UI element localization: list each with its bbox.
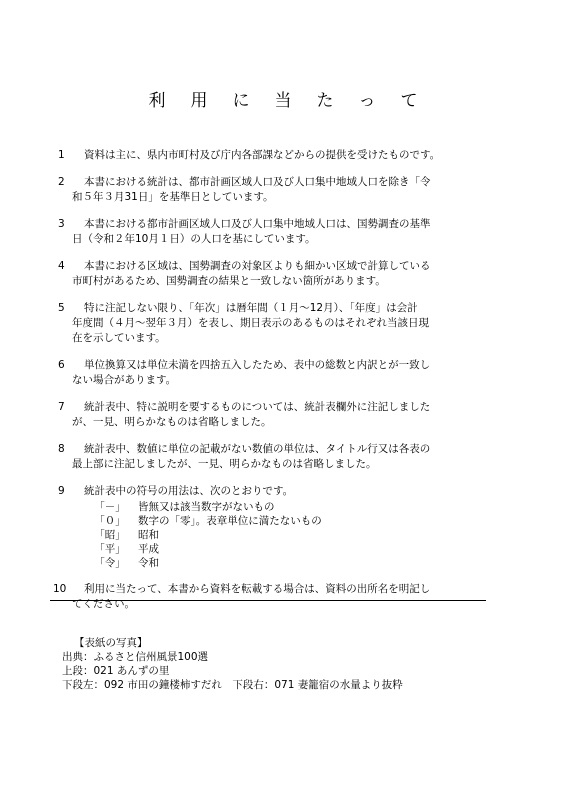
note-item bbox=[0, 484, 566, 570]
note-number: 6 bbox=[58, 359, 65, 371]
note-item bbox=[0, 400, 566, 430]
note-text: 資料は主に、県内市町村及び庁内各部課などからの提供を受けたものです。 bbox=[84, 149, 441, 161]
note-number: 5 bbox=[58, 302, 65, 314]
cover-upper: 上段：021 あんずの里 bbox=[62, 665, 170, 677]
note-number: 8 bbox=[58, 443, 65, 455]
symbol-desc: 昭和 bbox=[138, 529, 159, 541]
cover-source: 出典：ふるさと信州風景100選 bbox=[62, 651, 209, 663]
note-number: 10 bbox=[53, 583, 67, 595]
note-text: 本書における都市計画区域人口及び人口集中地域人口は、国勢調査の基準 日（令和２年10月１日）の人口を基にしています。 bbox=[72, 218, 431, 245]
symbol-row bbox=[90, 542, 566, 556]
separator-rule bbox=[50, 600, 486, 601]
page-title: 利用に当たって bbox=[148, 91, 443, 111]
note-number: 9 bbox=[58, 485, 65, 497]
symbol-row bbox=[90, 514, 566, 528]
cover-lower: 下段左：092 市田の鐘楼柿すだれ 下段右：071 妻籠宿の水量より抜粋 bbox=[62, 679, 403, 691]
note-text: 本書における区域は、国勢調査の対象区よりも細かい区域で計算している 市町村があるため、国勢調査の結果と一致しない箇所があります。 bbox=[72, 260, 431, 287]
cover-heading: 【表紙の写真】 bbox=[74, 637, 148, 649]
note-item bbox=[0, 582, 566, 612]
symbol-desc: 数字の「零」。表章単位に満たないもの bbox=[138, 515, 322, 527]
symbol-key: 「令」 bbox=[94, 557, 126, 569]
symbol-desc: 平成 bbox=[138, 543, 159, 555]
note-text: 特に注記しない限り、「年次」は暦年間（１月～12月）、「年度」は会計 年度間（４月～翌年３月）を表し、期日表示のあるものはそれぞれ当該日現 在を示しています。 bbox=[72, 302, 429, 344]
note-text: 統計表中の符号の用法は、次のとおりです。 bbox=[84, 485, 294, 497]
note-item bbox=[0, 217, 566, 247]
note-text: 統計表中、特に説明を要するものについては、統計表欄外に注記しました が、一見、明らかなものは省略しました。 bbox=[72, 401, 431, 428]
note-number: 1 bbox=[58, 149, 65, 161]
note-item bbox=[0, 301, 566, 346]
symbol-desc: 皆無又は該当数字がないもの bbox=[138, 501, 275, 513]
note-text: 利用に当たって、本書から資料を転載する場合は、資料の出所名を明記し てください。 bbox=[72, 583, 431, 610]
symbol-key: 「昭」 bbox=[94, 529, 126, 541]
note-text: 単位換算又は単位未満を四捨五入したため、表中の総数と内訳とが一致し ない場合があります。 bbox=[72, 359, 431, 386]
note-item bbox=[0, 175, 566, 205]
note-item bbox=[0, 442, 566, 472]
symbol-legend bbox=[90, 500, 566, 570]
note-number: 2 bbox=[58, 176, 65, 188]
symbol-key: 「０」 bbox=[94, 515, 126, 527]
note-number: 4 bbox=[58, 260, 65, 272]
symbol-row bbox=[90, 528, 566, 542]
cover-photo-credits bbox=[62, 636, 403, 692]
note-number: 3 bbox=[58, 218, 65, 230]
symbol-desc: 令和 bbox=[138, 557, 159, 569]
note-item bbox=[0, 148, 566, 163]
symbol-row bbox=[90, 556, 566, 570]
note-item bbox=[0, 259, 566, 289]
note-item bbox=[0, 358, 566, 388]
symbol-row bbox=[90, 500, 566, 514]
note-text: 統計表中、数値に単位の記載がない数値の単位は、タイトル行又は各表の 最上部に注記しましたが、一見、明らかなものは省略しました。 bbox=[72, 443, 431, 470]
symbol-key: 「平」 bbox=[94, 543, 126, 555]
symbol-key: 「－」 bbox=[94, 501, 126, 513]
notes-list bbox=[0, 148, 566, 624]
note-number: 7 bbox=[58, 401, 65, 413]
note-text: 本書における統計は、都市計画区域人口及び人口集中地域人口を除き「令 和５年３月31日」を基準日としています。 bbox=[72, 176, 431, 203]
